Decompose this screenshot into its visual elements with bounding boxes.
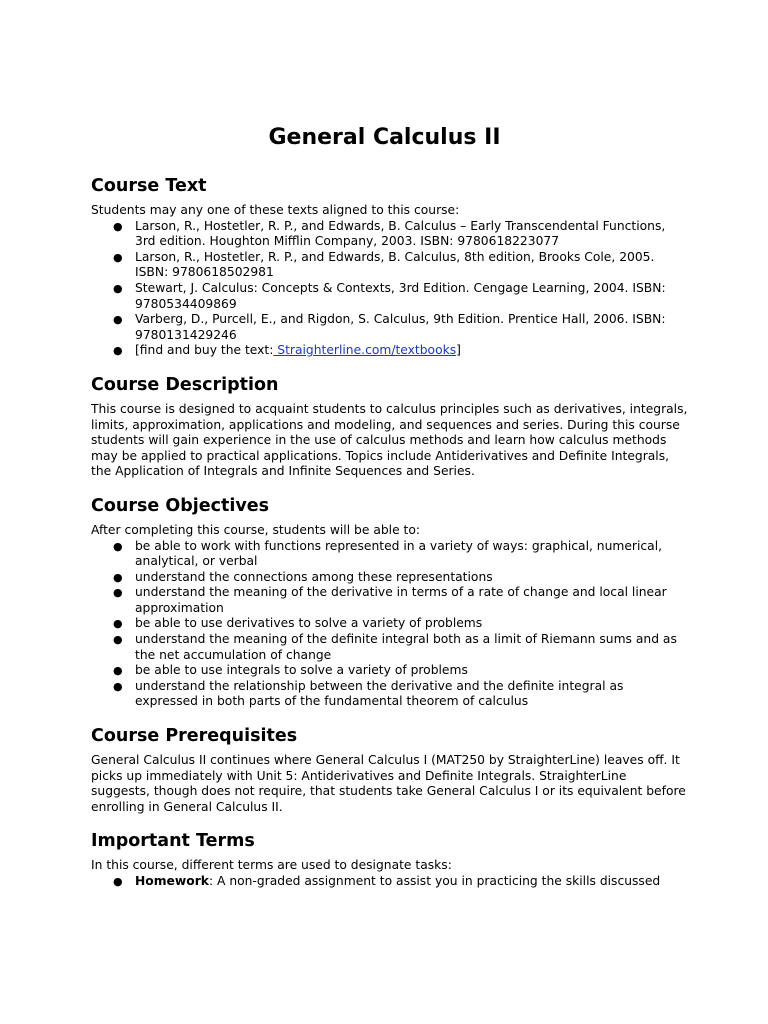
section-course-text (91, 174, 688, 359)
important-terms-heading: Important Terms (91, 831, 255, 852)
find-prefix: [find and buy the text: (135, 343, 274, 358)
section-course-description (91, 373, 688, 480)
important-terms-intro: In this course, different terms are used to designate tasks: (91, 858, 452, 873)
list-item: ● Stewart, J. Calculus: Concepts & Contexts, 3rd Edition. Cengage Learning, 2004. ISBN: 9780534409869 (113, 280, 666, 311)
section-important-terms (91, 829, 688, 889)
bullet-icon: ● (113, 539, 123, 553)
course-text-heading: Course Text (91, 176, 207, 196)
find-suffix: ] (456, 343, 461, 358)
list-item: ● Varberg, D., Purcell, E., and Rigdon, S. Calculus, 9th Edition. Prentice Hall, 2006. ISBN: 9780131429246 (113, 312, 666, 342)
list-item: ● be able to work with functions represented in a variety of ways: graphical, numerical, analytical, or verbal (113, 538, 663, 569)
bullet-icon: ● (113, 313, 123, 327)
homework-term: Homework (135, 874, 209, 888)
list-item (113, 343, 688, 359)
section-course-objectives (91, 494, 688, 710)
list-item: ● be able to use derivatives to solve a variety of problems (113, 616, 483, 631)
course-objectives-heading: Course Objectives (91, 495, 270, 516)
course-text-intro: Students may any one of these texts aligned to this course: (91, 203, 460, 217)
course-prerequisites-text: General Calculus II continues where General Calculus I (MAT250 by StraighterLine) leaves off. It picks up immediately with Unit 5: Antiderivatives and Definite Integrals. StraighterLine suggests, though does not require, that students take General Calculus I or its equivalent before enrolling in General Calculus II. (91, 753, 686, 814)
bullet-icon: ● (113, 633, 123, 647)
course-description-text: This course is designed to acquaint students to calculus principles such as derivatives, integrals, limits, approximation, applications and modeling, and sequences and series. During this course students will gain experience in the use of calculus methods and learn how calculus methods may be applied to practical applications. Topics include Antiderivatives and Definite Integrals, the Application of Integrals and Infinite Sequences and Series. (91, 401, 688, 479)
bullet-icon: ● (113, 219, 123, 233)
page-title: General Calculus II (268, 125, 501, 150)
bullet-icon: ● (113, 664, 123, 678)
list-item: ● understand the relationship between the derivative and the definite integral as expressed in both parts of the fundamental theorem of calculus (113, 678, 624, 709)
bullet-icon: ● (113, 570, 123, 584)
terms-list (91, 874, 688, 890)
list-item: ● understand the connections among these representations (113, 569, 493, 584)
homework-definition: : A non-graded assignment to assist you in practicing the skills discussed (208, 874, 661, 888)
bullet-icon: ● (113, 250, 123, 264)
list-item: ● Larson, R., Hostetler, R. P., and Edwards, B. Calculus – Early Transcendental Functions, 3rd edition. Houghton Mifflin Company, 2003. ISBN: 9780618223077 (113, 218, 666, 249)
bullet-icon: ● (113, 344, 123, 358)
textbooks-link[interactable]: Straighterline.com/textbooks (273, 343, 457, 358)
section-course-prerequisites (91, 724, 688, 815)
list-item (113, 874, 688, 890)
course-prerequisites-heading: Course Prerequisites (91, 726, 298, 747)
course-objectives-intro: After completing this course, students will be able to: (91, 522, 421, 537)
textbook-list (91, 219, 688, 359)
objectives-list (91, 539, 688, 711)
list-item: ● understand the meaning of the derivative in terms of a rate of change and local linear approximation (113, 585, 667, 615)
bullet-icon: ● (113, 875, 123, 888)
bullet-icon: ● (113, 617, 123, 631)
bullet-icon: ● (113, 281, 123, 295)
list-item: ● Larson, R., Hostetler, R. P., and Edwards, B. Calculus, 8th edition, Brooks Cole, 2005. ISBN: 9780618502981 (113, 249, 655, 280)
bullet-icon: ● (113, 586, 123, 600)
list-item: ● understand the meaning of the definite integral both as a limit of Riemann sums and as the net accumulation of change (113, 632, 677, 662)
list-item: ● be able to use integrals to solve a variety of problems (113, 663, 468, 678)
bullet-icon: ● (113, 679, 123, 693)
course-description-heading: Course Description (91, 374, 279, 395)
